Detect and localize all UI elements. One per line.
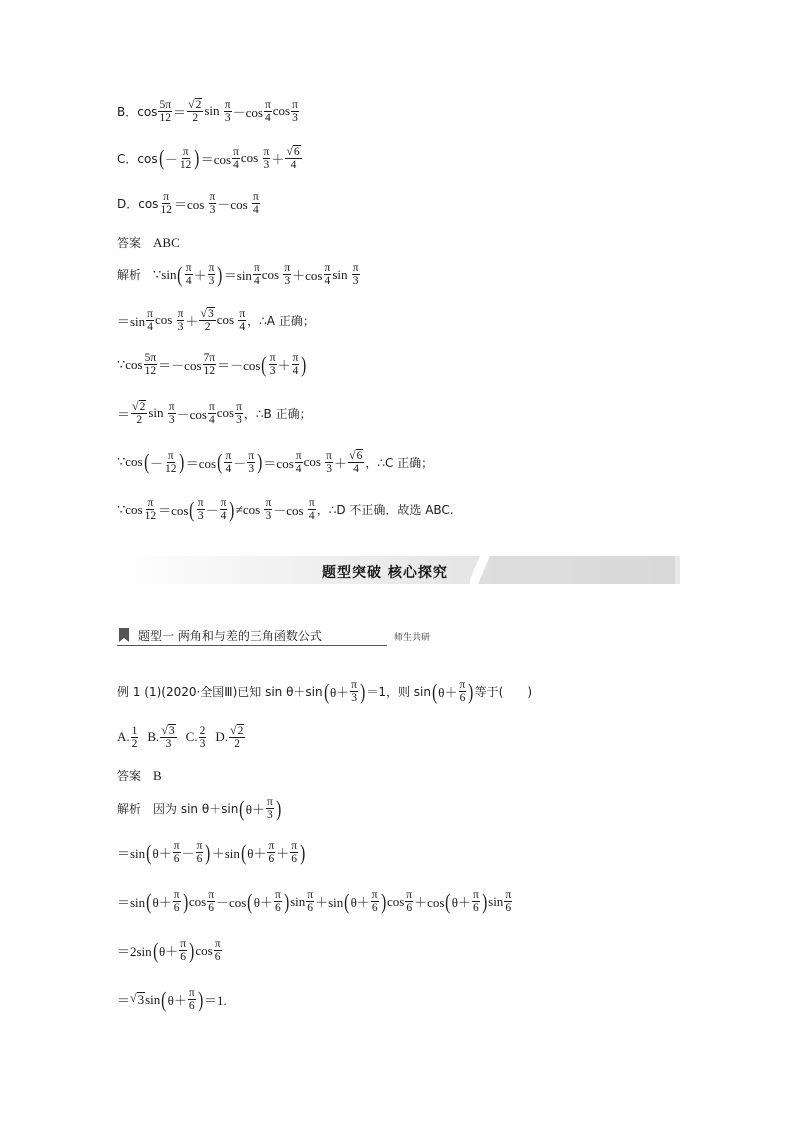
analysis-1-line-5: ∵cos ( － $\frac{\pi}{12}$ ) ＝cos ( $\frac{\pi}{4}$ － $\frac{\pi}{3}$ ) ＝cos $\frac{\pi}{4}$ cos $\frac{\pi}{3}$ ＋ √ 6 4 ，∴C 正确； (117, 448, 434, 476)
example-mid: ＝1，则 sin (366, 685, 431, 700)
section-title: 题型一 两角和与差的三角函数公式 (138, 629, 322, 643)
answer-2-value: B (153, 767, 162, 783)
option-d: D．cos $\frac{\pi}{12}$ ＝cos $\frac{\pi}{3}$ －cos $\frac{\pi}{4}$ (117, 191, 259, 217)
choice-d-label: D. (215, 729, 228, 745)
choice-c-label: C. (185, 729, 198, 745)
analysis-2-line-2: ＝sin ( θ＋ $\frac{\pi}{6}$ － $\frac{\pi}{6}$ ) ＋sin ( θ＋ $\frac{\pi}{6}$ ＋ $\frac{\pi}{6}$ ) (117, 839, 306, 866)
answer-1 (117, 234, 180, 251)
analysis-1-line-4: ＝ √ 2 2 sin $\frac{\pi}{3}$ －cos $\frac{\pi}{4}$ cos $\frac{\pi}{3}$ ，∴B 正确； (117, 399, 312, 427)
analysis-2-line-1: 解析 因为 sin θ＋sin ( θ＋ $\frac{\pi}{3}$ ) (117, 795, 281, 822)
section-underline (117, 645, 387, 646)
answer-value: ABC (153, 234, 180, 250)
conclusion-b: ，∴B 正确； (243, 406, 312, 421)
conclusion-a: ，∴A 正确； (247, 313, 315, 328)
bookmark-icon (118, 627, 130, 643)
fraction: $\frac{5\pi}{12}$ (159, 98, 171, 124)
banner-slash-decoration (470, 556, 680, 584)
option-c: C．cos ( － $\frac{\pi}{12}$ ) ＝cos $\frac{\pi}{4}$ cos $\frac{\pi}{3}$ ＋ √ 6 4 (117, 144, 300, 172)
option-d-label: D．cos (117, 197, 159, 212)
answer-2-label: 答案 (117, 769, 142, 783)
section-badge: 师生共研 (394, 633, 431, 643)
example-question: 例 1 (1)(2020·全国Ⅲ)已知 sin θ＋sin ( θ＋ $\frac{\pi}{3}$ ) ＝1，则 sin ( θ＋ $\frac{\pi}{6}$ ) 等于( ) (117, 678, 533, 705)
conclusion-c: ，∴C 正确； (365, 455, 434, 470)
example-choices: A. $\frac{1}{2}$ B. √ 3 3 C. $\frac{2}{3}$ D. √ 2 2 (117, 723, 244, 751)
answer-label: 答案 (117, 236, 142, 250)
analysis-1-line-1: 解析 ∵sin ( $\frac{\pi}{4}$ ＋ $\frac{\pi}{3}$ ) ＝sin $\frac{\pi}{4}$ cos $\frac{\pi}{3}$ ＋cos $\frac{\pi}{4}$ sin $\frac{\pi}{3}$ (117, 261, 359, 288)
banner-title: 题型突破 核心探究 (322, 565, 448, 581)
option-b: B．cos $\frac{5\pi}{12}$ ＝ √ 2 2 sin $\frac{\pi}{3}$ －cos $\frac{\pi}{4}$ cos $\frac{\pi}{3}$ (117, 97, 298, 125)
analysis-1-line-2: ＝sin $\frac{\pi}{4}$ cos $\frac{\pi}{3}$ ＋ √ 3 2 cos $\frac{\pi}{4}$ ，∴A 正确； (117, 306, 315, 334)
analysis-label: 解析 (117, 268, 142, 283)
choice-b-label: B. (147, 729, 160, 745)
analysis-1-line-3: ∵cos $\frac{5\pi}{12}$ ＝－cos $\frac{7\pi}{12}$ ＝－cos ( $\frac{\pi}{3}$ ＋ $\frac{\pi}{4}$ ) (117, 351, 307, 378)
option-c-label: C．cos (117, 151, 158, 166)
answer-2 (117, 767, 162, 784)
analysis-2-line-5: ＝ √ 3 sin ( θ＋ $\frac{\pi}{6}$ ) ＝1. (117, 986, 227, 1013)
analysis-2-lead: 因为 sin θ＋sin (153, 802, 239, 817)
analysis-2-end: ＝1. (203, 993, 227, 1009)
analysis-2-line-3: ＝sin ( θ＋ $\frac{\pi}{6}$ ) cos $\frac{\pi}{6}$ －cos ( θ＋ $\frac{\pi}{6}$ ) sin $\frac{\pi}{6}$ ＋sin ( θ＋ $\frac{\pi}{6}$ ) cos $\frac{\pi}{6}$ ＋cos ( θ＋ $\frac{\pi}{6}$ ) sin $\frac{\pi}{6}$ (117, 888, 512, 915)
analysis-1-line-6: ∵cos $\frac{\pi}{12}$ ＝cos ( $\frac{\pi}{3}$ － $\frac{\pi}{4}$ ) ≠cos $\frac{\pi}{3}$ －cos $\frac{\pi}{4}$ ，∴D 不正确．故选 ABC. (117, 496, 454, 523)
analysis-2-line-4: ＝2sin ( θ＋ $\frac{\pi}{6}$ ) cos $\frac{\pi}{6}$ (117, 937, 221, 964)
analysis-2-label: 解析 (117, 802, 142, 817)
option-b-label: B．cos (117, 104, 158, 119)
example-prefix: 例 1 (1)(2020·全国Ⅲ)已知 sin θ＋sin (117, 685, 323, 700)
conclusion-d: ，∴D 不正确．故选 ABC. (316, 503, 454, 518)
choice-a-label: A. (117, 729, 130, 745)
example-suffix: 等于( ) (474, 685, 533, 700)
